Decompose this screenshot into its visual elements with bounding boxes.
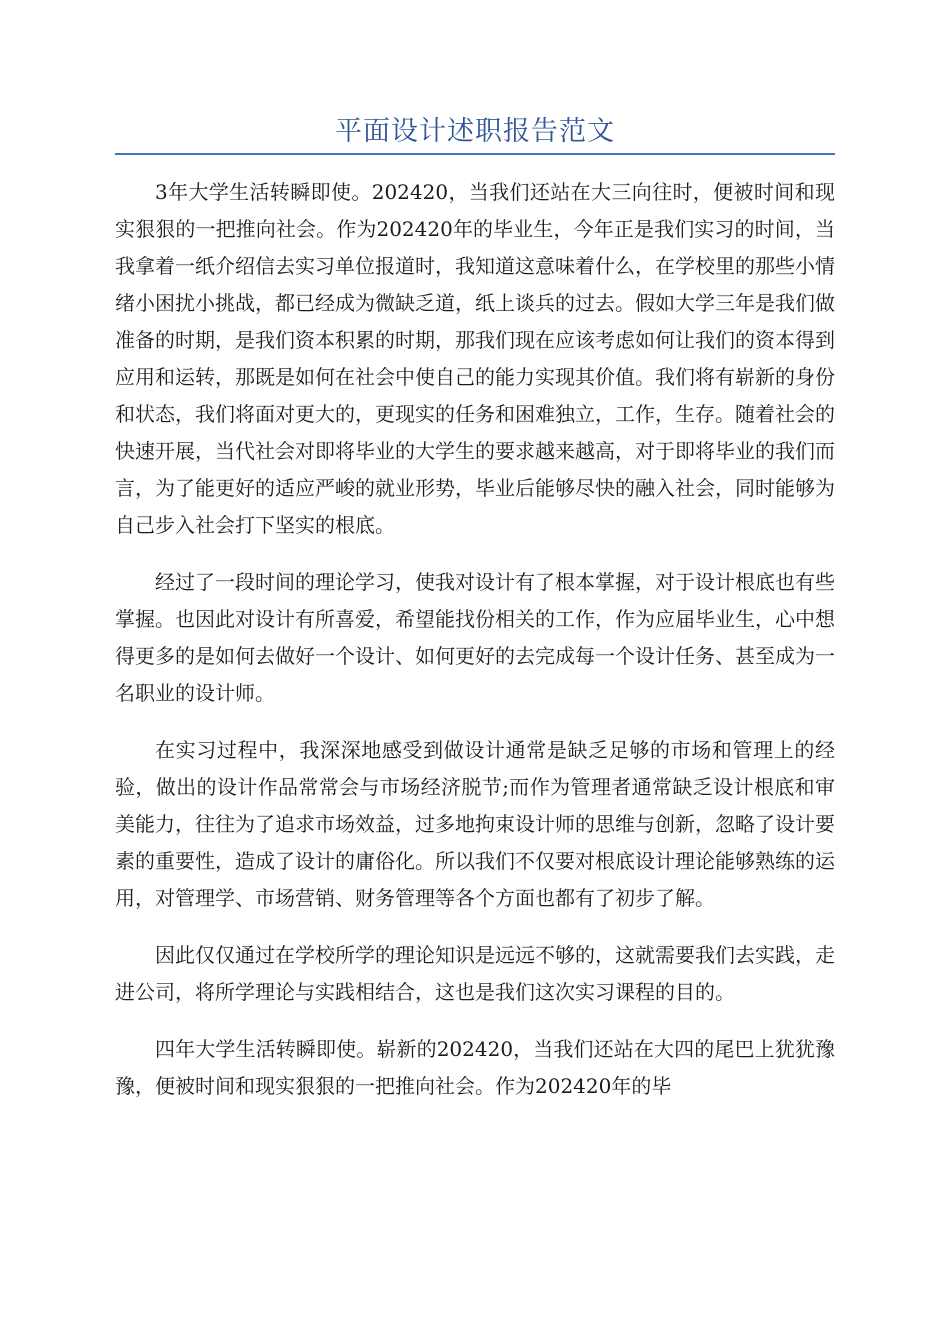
- paragraph-2: 经过了一段时间的理论学习，使我对设计有了根本掌握，对于设计根底也有些掌握。也因此对设计有所喜爱，希望能找份相关的工作，作为应届毕业生，心中想得更多的是如何去做好一个设计、如何更好的去完成每一个设计任务、甚至成为一名职业的设计师。: [115, 570, 835, 705]
- paragraph-5: 四年大学生活转瞬即使。崭新的202420，当我们还站在大四的尾巴上犹犹豫豫，便被时间和现实狠狠的一把推向社会。作为202420年的毕: [115, 1037, 835, 1098]
- paragraph-1: 3年大学生活转瞬即使。202420，当我们还站在大三向往时，便被时间和现实狠狠的一把推向社会。作为202420年的毕业生，今年正是我们实习的时间，当我拿着一纸介绍信去实习单位报道时，我知道这意味着什么，在学校里的那些小情绪小困扰小挑战，都已经成为微缺乏道，纸上谈兵的过去。假如大学三年是我们做准备的时期，是我们资本积累的时期，那我们现在应该考虑如何让我们的资本得到应用和运转，那既是如何在社会中使自己的能力实现其价值。我们将有崭新的身份和状态，我们将面对更大的，更现实的任务和困难独立，工作，生存。随着社会的快速开展，当代社会对即将毕业的大学生的要求越来越高，对于即将毕业的我们而言，为了能更好的适应严峻的就业形势，毕业后能够尽快的融入社会，同时能够为自己步入社会打下坚实的根底。: [115, 180, 835, 537]
- paragraph-4: 因此仅仅通过在学校所学的理论知识是远远不够的，这就需要我们去实践，走进公司，将所学理论与实践相结合，这也是我们这次实习课程的目的。: [115, 943, 835, 1004]
- document-body: [115, 174, 835, 1125]
- document-title: 平面设计述职报告范文: [335, 116, 615, 147]
- paragraph-3: 在实习过程中，我深深地感受到做设计通常是缺乏足够的市场和管理上的经验，做出的设计作品常常会与市场经济脱节;而作为管理者通常缺乏设计根底和审美能力，往往为了追求市场效益，过多地拘束设计师的思维与创新，忽略了设计要素的重要性，造成了设计的庸俗化。所以我们不仅要对根底设计理论能够熟练的运用，对管理学、市场营销、财务管理等各个方面也都有了初步了解。: [115, 738, 835, 910]
- title-underline: [115, 153, 835, 155]
